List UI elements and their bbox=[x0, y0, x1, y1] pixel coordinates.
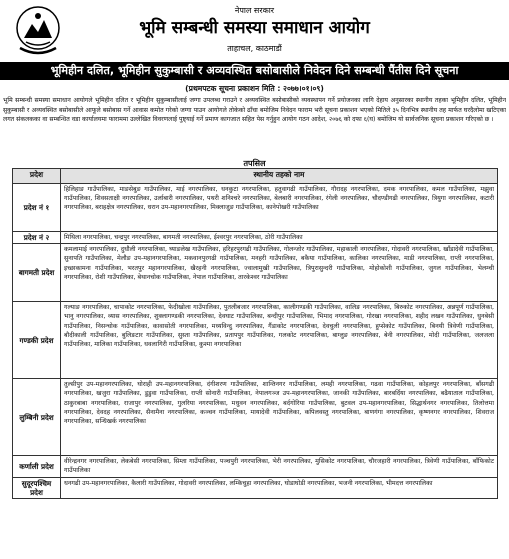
notice-header bbox=[0, 0, 509, 62]
commission-address: ताहाचल, काठमाडौं bbox=[227, 44, 282, 53]
table-row bbox=[13, 244, 498, 302]
table-row bbox=[13, 302, 498, 379]
local-levels-cell: मिथिला नगरपालिका, चन्द्रपुर नगरपालिका, बागमती नगरपालिका, ईश्वरपुर नगरपालिका, ठोरी गाउँपालिका bbox=[61, 232, 498, 244]
local-level-column-header: स्थानीय तहको नाम bbox=[61, 169, 498, 184]
local-levels-cell: तुल्सीपुर उप-महानगरपालिका, घोराही उप-महानगरपालिका, दंगीशरण गाउँपालिका, शान्तिनगर गाउँपालिका, लमही नगरपालिका, गढवा गाउँपालिका, कोहलपुर नगरपालिका, बाँसगढी नगरपालिका, खजुरा गाउँपालिका, डुडुवा गाउँपालिका, राप्ती सोनारी गाउँपालिका, नेपालगञ्ज उप-महानगरपालिका, जानकी गाउँपालिका, बारबर्दिया नगरपालिका, बढैयाताल गाउँपालिका, ठाकुरबाबा नगरपालिका, राजापुर नगरपालिका, गुलरिया नगरपालिका, मधुवन नगरपालिका, बर्दगोरिया गाउँपालिका, बुटवल उप-महानगरपालिका, सिद्धार्थनगर नगरपालिका, तिलोत्तमा नगरपालिका, देवदह नगरपालिका, सैनामैना नगरपालिका, कञ्चन गाउँपालिका, मायादेवी गाउँपालिका, कपिलवस्तु नगरपालिका, बाणगंगा नगरपालिका, कृष्णनगर नगरपालिका, शिवराज नगरपालिका, सन्धिखर्क नगरपालिका bbox=[61, 379, 498, 456]
table-row bbox=[13, 379, 498, 456]
province-cell: प्रदेश नं १ bbox=[13, 184, 61, 232]
province-cell: बागमती प्रदेश bbox=[13, 244, 61, 302]
table-header-row bbox=[13, 169, 498, 184]
local-levels-cell: गल्याङ नगरपालिका, चापाकोट नगरपालिका, फेदीखोला गाउँपालिका, पुतलीबजार नगरपालिका, कालीगण्डकी गाउँपालिका, वालिङ नगरपालिका, बिरुकोट नगरपालिका, अन्नपूर्ण गाउँपालिका, भानु नगरपालिका, व्यास नगरपालिका, शुक्लागण्डकी नगरपालिका, देवघाट गाउँपालिका, बन्दीपुर गाउँपालिका, भिमाद नगरपालिका, गोरखा नगरपालिका, शहीद लखन गाउँपालिका, धुनबेसी गाउँपालिका, निसन्चोक गाउँपालिका, कावासोती नगरपालिका, मध्यविन्दु नगरपालिका, गैंडाकोट नगरपालिका, देवचुली नगरपालिका, हुप्सेकोट गाउँपालिका, बिनयी त्रिवेणी गाउँपालिका, बौदीकाली गाउँपालिका, बुलिङटार गाउँपालिका, सुस्ता गाउँपालिका, प्रतापपुर गाउँपालिका, गलकोट नगरपालिका, बाग्लुङ नगरपालिका, बेनी नगरपालिका, मोदी गाउँपालिका, जलजला गाउँपालिका, मालिका गाउँपालिका, धवलागिरी गाउँपालिका, कुश्मा नगरपालिका bbox=[61, 302, 498, 379]
province-cell: सुदूरपश्चिम प्रदेश bbox=[13, 477, 61, 498]
table-row bbox=[13, 232, 498, 244]
local-levels-cell: धनगढी उप-महानगरपालिका, कैलारी गाउँपालिका, गोदावरी नगरपालिका, लम्किचुहा नगरपालिका, घोडाघोडी नगरपालिका, भजनी नगरपालिका, भीमदत्त नगरपालिका bbox=[61, 477, 498, 498]
local-levels-cell: हिलिहाङ गाउँपालिका, माङसेबुङ गाउँपालिका, माई नगरपालिका, धनकुटा नगरपालिका, हतुवागढी गाउँपालिका, गौरादह नगरपालिका, दमक नगरपालिका, कमल गाउँपालिका, मझुवा गाउँपालिका, शिवसताक्षी नगरपालिका, उर्लाबारी नगरपालिका, पथरी शनिश्चरे नगरपालिका, बेलबारी नगरपालिका, रंगेली नगरपालिका, चौदण्डीगढी नगरपालिका, त्रियुगा नगरपालिका, कटारी नगरपालिका, बराहक्षेत्र नगरपालिका, धरान उप-महानगरपालिका, मिक्लाजुङ गाउँपालिका, कानेपोखरी गाउँपालिका bbox=[61, 184, 498, 232]
notice-banner: भूमिहीन दलित, भूमिहीन सुकुम्बासी र अव्यवस्थित बसोबासीले निवेदन दिने सम्बन्धी पैंतीस दिने सूचना bbox=[0, 62, 509, 80]
province-cell: कर्णाली प्रदेश bbox=[13, 456, 61, 477]
province-cell: प्रदेश नं २ bbox=[13, 232, 61, 244]
government-label: नेपाल सरकार bbox=[234, 6, 275, 15]
publication-date: (प्रथमपटक सूचना प्रकाशन मिति : २०७७।०१।०९) bbox=[185, 84, 324, 93]
local-levels-cell: कमलामाई नगरपालिका, दुधौली नगरपालिका, घ्याङलेख गाउँपालिका, हरिहरपुरगढी गाउँपालिका, गोलन्जोर गाउँपालिका, महाकाली नगरपालिका, गोदावरी नगरपालिका, खाँडादेवी गाउँपालिका, सुनापति गाउँपालिका, मेलौङ उप-महानगरपालिका, मकवानपुरगढी गाउँपालिका, मनहरी गाउँपालिका, बकैया गाउँपालिका, कालिका नगरपालिका, माडी नगरपालिका, राप्ती नगरपालिका, इच्छाकामना गाउँपालिका, भरतपुर महानगरपालिका, खैरहनी नगरपालिका, ज्वालामुखी गाउँपालिका, त्रिपुरासुन्दरी गाउँपालिका, मोहोकोशी गाउँपालिका, जुगल गाउँपालिका, भेलम्ची नगरपालिका, रोशी गाउँपालिका, बेथानचोक गाउँपालिका, नेपाल गाउँपालिका, तारकेश्वर गाउँपालिका bbox=[61, 244, 498, 302]
local-levels-table bbox=[12, 168, 498, 499]
intro-paragraph: भूमि सम्बन्धी समस्या समाधान आयोगले भूमिहीन दलित र भूमिहीन सुकुम्बासीलाई जग्गा उपलब्ध गराउने र अव्यवस्थित बसोबासीको व्यवस्थापन गर्ने प्रयोजनका लागि देहाय अनुसारका स्थानीय तहका भूमिहीन दलित, भूमिहीन सुकुम्बासी र अव्यवस्थित बसोबासीले आफूले बसोबास गर्ने आवास कमोत गरेको जग्गा पाउन आयोगले तोकेको ढाँचा बमोजिम निवेदन फाराम भरी सूचना प्रकाशन भएको मितिले ३५ दिनभित्र स्थानीय तह मार्फत घरदैलोमा खटिएका लगत संकलकका वा सम्बन्धित वडा कार्यालयमा फाराममा उल्लेखित विवरणलाई पुष्ट्याई गर्ने प्रमाण कागजात सहित पेस गर्नुहुन आयोग गठन आदेश, २०७६ को दफा ६(घ) बमोजिम यो सार्वजनिक सूचना प्रकाशन गरिएको छ । bbox=[3, 97, 506, 124]
local-levels-cell: वीरेन्द्रनगर नगरपालिका, लेकबेसी नगरपालिका, सिम्ता गाउँपालिका, पञ्चपुरी नगरपालिका, भेरी नगरपालिका, मुसिकोट नगरपालिका, चौरजहारी नगरपालिका, त्रिवेणी गाउँपालिका, बाँफिकोट गाउँपालिका bbox=[61, 456, 498, 477]
province-column-header: प्रदेश bbox=[13, 169, 61, 184]
schedule-title: तपसिल bbox=[243, 159, 266, 168]
table-row bbox=[13, 456, 498, 477]
table-row bbox=[13, 477, 498, 498]
commission-title: भूमि सम्बन्धी समस्या समाधान आयोग bbox=[139, 18, 370, 38]
province-cell: लुम्बिनी प्रदेश bbox=[13, 379, 61, 456]
province-cell: गण्डकी प्रदेश bbox=[13, 302, 61, 379]
table-row bbox=[13, 184, 498, 232]
